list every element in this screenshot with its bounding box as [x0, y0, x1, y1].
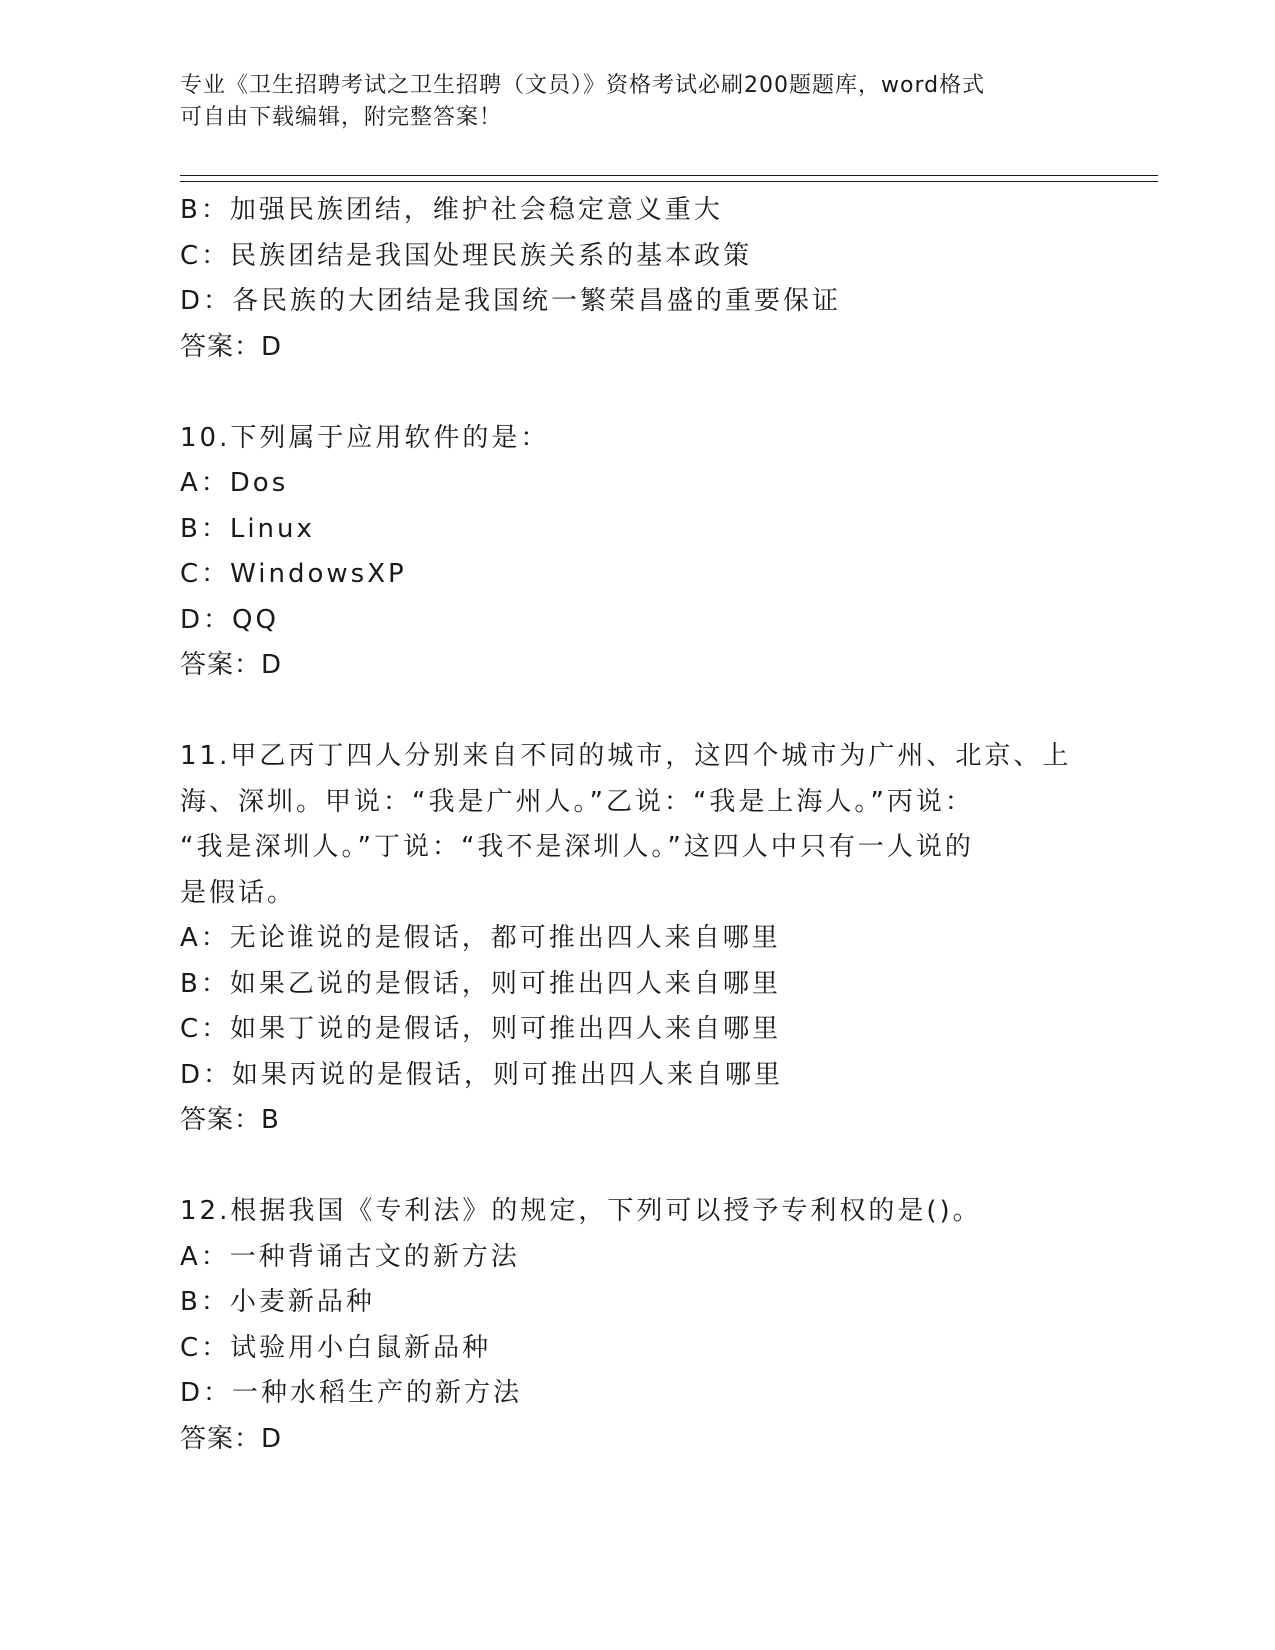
document-header — [180, 70, 1080, 134]
question-11-option-d: D：如果丙说的是假话，则可推出四人来自哪里 — [180, 1059, 784, 1090]
question-11-option-b: B：如果乙说的是假话，则可推出四人来自哪里 — [180, 968, 781, 999]
question-10 — [180, 416, 1080, 689]
question-11-stem-line-2: 海、深圳。甲说：“我是广州人。”乙说：“我是上海人。”丙说： — [180, 786, 974, 817]
question-10-option-d: D：QQ — [180, 604, 279, 635]
question-12 — [180, 1189, 1080, 1462]
header-title-line-2: 可自由下载编辑，附完整答案！ — [180, 105, 503, 130]
question-10-option-a: A：Dos — [180, 468, 289, 498]
question-9-option-b: B：加强民族团结，维护社会稳定意义重大 — [180, 195, 723, 225]
question-10-stem: 10.下列属于应用软件的是： — [180, 422, 550, 453]
question-9 — [180, 188, 1080, 370]
question-12-stem: 12.根据我国《专利法》的规定，下列可以授予专利权的是()。 — [180, 1196, 982, 1226]
question-11-stem-line-1: 11.甲乙丙丁四人分别来自不同的城市，这四个城市为广州、北京、上 — [180, 741, 1072, 771]
question-12-option-c: C：试验用小白鼠新品种 — [180, 1332, 492, 1363]
header-title-line-1: 专业《卫生招聘考试之卫生招聘（文员）》资格考试必刷200题题库，word格式 — [180, 73, 986, 98]
question-11-option-a: A：无论谁说的是假话，都可推出四人来自哪里 — [180, 923, 781, 953]
question-list — [180, 188, 1080, 1462]
question-12-option-b: B：小麦新品种 — [180, 1287, 375, 1317]
header-divider-top — [180, 175, 1158, 176]
spacer — [180, 1144, 1080, 1190]
spacer — [180, 689, 1080, 735]
header-divider-bottom — [180, 181, 1158, 182]
question-9-option-c: C：民族团结是我国处理民族关系的基本政策 — [180, 240, 753, 271]
question-12-answer: 答案：D — [180, 1423, 283, 1454]
question-9-answer: 答案：D — [180, 331, 283, 362]
question-11-answer: 答案：B — [180, 1105, 280, 1135]
question-11-stem-line-4: 是假话。 — [180, 877, 297, 908]
question-11 — [180, 734, 1080, 1144]
question-11-option-c: C：如果丁说的是假话，则可推出四人来自哪里 — [180, 1014, 782, 1044]
question-12-option-a: A：一种背诵古文的新方法 — [180, 1241, 520, 1272]
question-12-option-d: D：一种水稻生产的新方法 — [180, 1378, 523, 1408]
question-11-stem-line-3: “我是深圳人。”丁说：“我不是深圳人。”这四人中只有一人说的 — [180, 832, 974, 862]
question-10-option-c: C：WindowsXP — [180, 559, 407, 589]
question-10-option-b: B：Linux — [180, 513, 315, 544]
question-10-answer: 答案：D — [180, 650, 283, 680]
question-9-option-d: D：各民族的大团结是我国统一繁荣昌盛的重要保证 — [180, 286, 842, 316]
spacer — [180, 370, 1080, 416]
